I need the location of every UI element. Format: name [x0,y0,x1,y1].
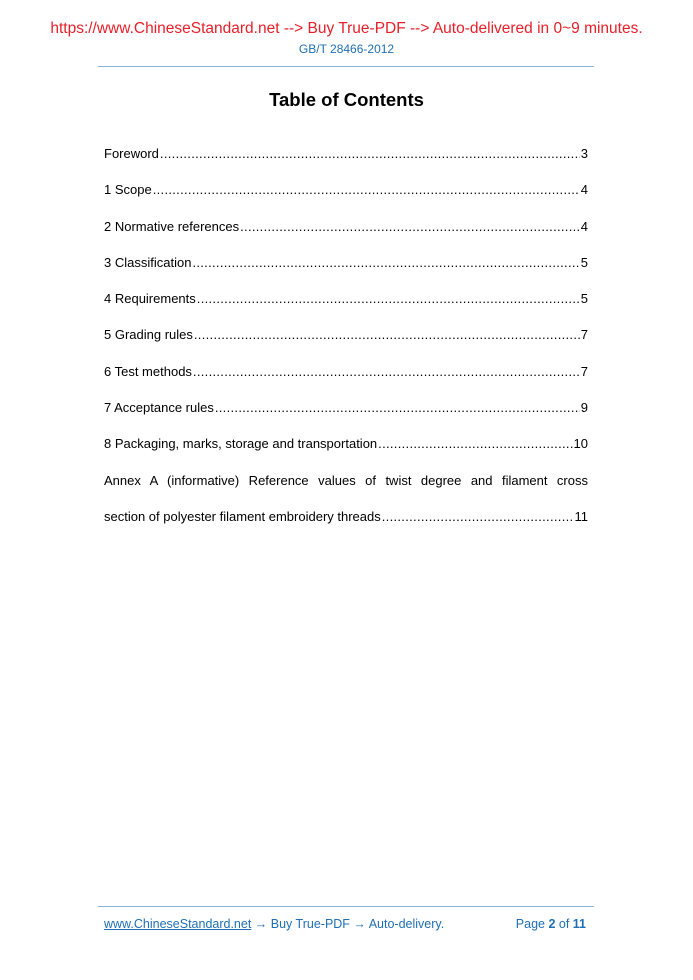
header-divider [98,66,594,67]
toc-entry-label: 8 Packaging, marks, storage and transportation [104,436,378,452]
header-banner[interactable]: https://www.ChineseStandard.net --> Buy True-PDF --> Auto-delivered in 0~9 minutes. [50,20,643,37]
toc-entry-grading-rules[interactable] [104,327,588,363]
toc-entry-packaging[interactable] [104,436,588,472]
toc-entry-page: 3 [580,146,588,161]
toc-dot-leader [197,291,580,307]
toc-entry-page: 9 [580,400,588,416]
toc-entry-acceptance-rules[interactable] [104,400,588,436]
footer-divider [98,906,594,907]
toc-entry-label: section of polyester filament embroidery threads [104,508,381,524]
page-counter [516,917,586,931]
toc-entry-page: 7 [580,363,588,379]
toc-entry-label: Foreword [104,146,159,161]
toc-entry-page: 7 [580,327,588,343]
page-counter-prefix: Page [515,917,549,931]
toc-entry-page: 4 [580,218,588,234]
toc-annex-a-line1[interactable]: Annex A (informative) Reference values of twist degree and filament cross [104,472,588,488]
toc-entry-label: 3 Classification [104,254,192,270]
toc-dot-leader [193,364,580,380]
toc-dot-leader [378,436,572,452]
toc-entry-page: 11 [574,508,588,524]
page-counter-of: of [555,917,573,931]
toc-dot-leader [215,400,580,416]
toc-dot-leader [153,182,580,198]
toc-dot-leader [382,509,574,525]
toc-entry-label: 6 Test methods [104,363,192,379]
toc-entry-page: 5 [580,254,588,270]
toc-dot-leader [192,255,579,271]
page-title: Table of Contents [269,89,424,110]
toc-entry-normative-references[interactable] [104,219,588,255]
toc-entry-page: 4 [580,182,588,198]
toc-entry-requirements[interactable] [104,291,588,327]
table-of-contents [104,146,588,545]
toc-entry-label: 4 Requirements [104,291,196,307]
toc-entry-annex-a[interactable] [104,509,588,545]
toc-entry-label: 1 Scope [104,182,152,198]
footer-promo-text: → Buy True-PDF → Auto-delivery. [251,917,445,931]
toc-dot-leader [194,327,580,343]
toc-dot-leader [240,219,580,235]
toc-entry-page: 10 [573,436,588,452]
toc-entry-label: 2 Normative references [104,218,240,234]
toc-entry-scope[interactable] [104,182,588,218]
toc-entry-foreword[interactable] [104,146,588,182]
toc-dot-leader [160,146,580,162]
page-current: 2 [548,917,556,931]
toc-entry-label: 7 Acceptance rules [104,400,214,416]
footer-promo [104,917,444,931]
toc-entry-test-methods[interactable] [104,364,588,400]
toc-entry-classification[interactable] [104,255,588,291]
toc-entry-label: 5 Grading rules [104,327,193,343]
footer-website-link[interactable]: www.ChineseStandard.net [104,917,252,931]
toc-entry-page: 5 [580,291,588,307]
document-id: GB/T 28466-2012 [298,42,395,56]
page-total: 11 [572,917,586,931]
